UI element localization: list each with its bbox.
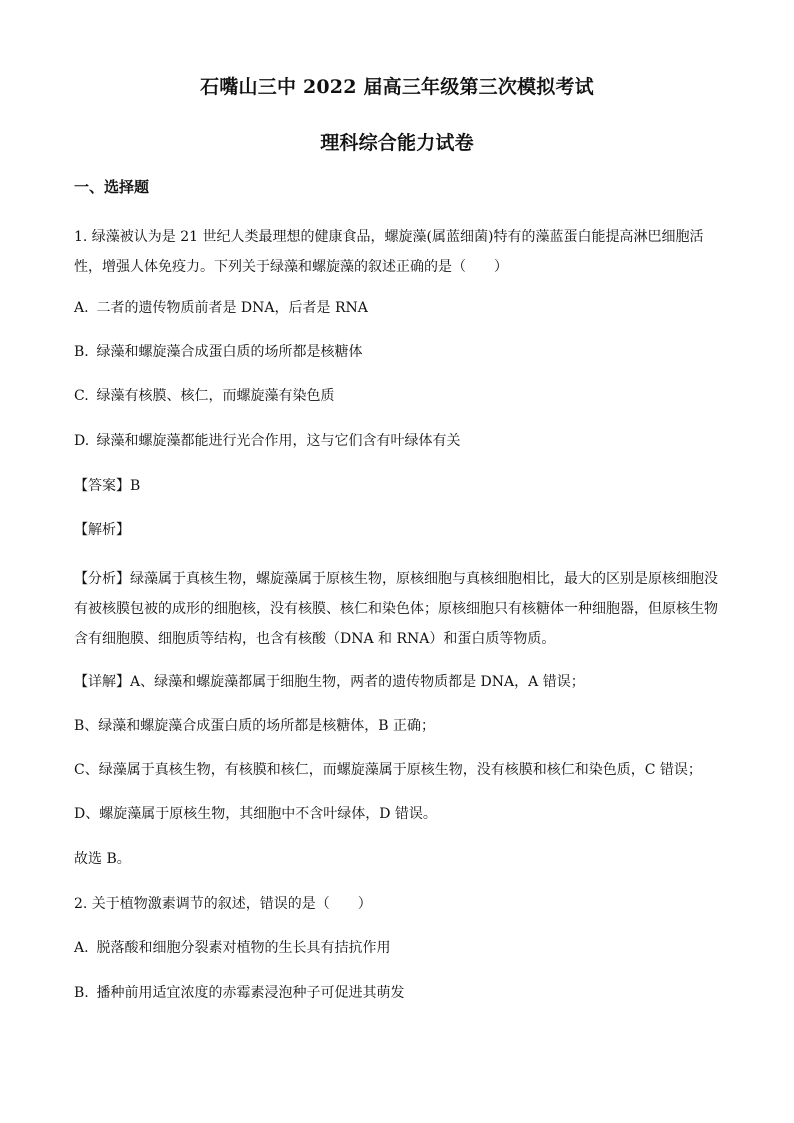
detail-tag: 【详解】: [74, 674, 130, 690]
exam-title: 石嘴山三中 2022 届高三年级第三次模拟考试: [200, 76, 594, 98]
detail-line-a: [74, 672, 724, 692]
question-1-stem: 1. 绿藻被认为是 21 世纪人类最理想的健康食品，螺旋藻(属蓝细菌)特有的藻蓝蛋白能提高淋巴细胞活性，增强人体免疫力。下列关于绿藻和螺旋藻的叙述正确的是（ ）: [74, 229, 704, 275]
detail-line-c: C、绿藻属于真核生物，有核膜和核仁，而螺旋藻属于原核生物，没有核膜和核仁和染色质，C 错误；: [74, 762, 702, 778]
detail-text-a: A、绿藻和螺旋藻都属于细胞生物，两者的遗传物质都是 DNA，A 错误；: [130, 674, 585, 690]
option-letter: B.: [74, 985, 89, 1001]
option-letter: D.: [74, 433, 90, 449]
answer-value: B: [130, 478, 141, 494]
option-text: 绿藻和螺旋藻合成蛋白质的场所都是核糖体: [96, 344, 363, 360]
detail-line-b: B、绿藻和螺旋藻合成蛋白质的场所都是核糖体，B 正确；: [74, 718, 436, 734]
option-letter: A.: [74, 300, 89, 316]
question-2-option-b: [74, 983, 724, 1003]
option-letter: B.: [74, 344, 89, 360]
detail-line-d: D、螺旋藻属于原核生物，其细胞中不含叶绿体，D 错误。: [74, 806, 437, 822]
question-1-option-d: [74, 431, 724, 451]
analysis-paragraph: [74, 564, 724, 654]
option-text: 播种前用适宜浓度的赤霉素浸泡种子可促进其萌发: [96, 985, 405, 1001]
option-text: 绿藻有核膜、核仁，而螺旋藻有染色质: [96, 388, 335, 404]
section-heading: 一、选择题: [74, 178, 150, 196]
question-1-option-b: [74, 342, 724, 362]
conclusion-line: 故选 B。: [74, 851, 131, 867]
analysis-text: 绿藻属于真核生物，螺旋藻属于原核生物，原核细胞与真核细胞相比，最大的区别是原核细胞没有被核膜包被的成形的细胞核，没有核膜、核仁和染色体；原核细胞只有核糖体一种细胞器，但原核生物含有细胞膜、细胞质等结构，也含有核酸（DNA 和 RNA）和蛋白质等物质。: [74, 571, 718, 647]
exam-subtitle: 理科综合能力试卷: [320, 132, 474, 154]
answer-line: [74, 476, 724, 496]
analysis-tag: 【分析】: [74, 571, 130, 587]
option-letter: A.: [74, 940, 89, 956]
option-text: 绿藻和螺旋藻都能进行光合作用，这与它们含有叶绿体有关: [96, 433, 461, 449]
question-1-option-a: [74, 298, 724, 318]
question-2-option-a: [74, 938, 724, 958]
question-2-stem: 2. 关于植物激素调节的叙述，错误的是（ ）: [74, 896, 372, 912]
option-text: 脱落酸和细胞分裂素对植物的生长具有拮抗作用: [96, 940, 391, 956]
option-letter: C.: [74, 388, 89, 404]
question-1-option-c: [74, 386, 724, 406]
answer-label: 【答案】: [74, 478, 130, 494]
analysis-label: 【解析】: [74, 522, 130, 538]
option-text: 二者的遗传物质前者是 DNA，后者是 RNA: [96, 300, 368, 316]
